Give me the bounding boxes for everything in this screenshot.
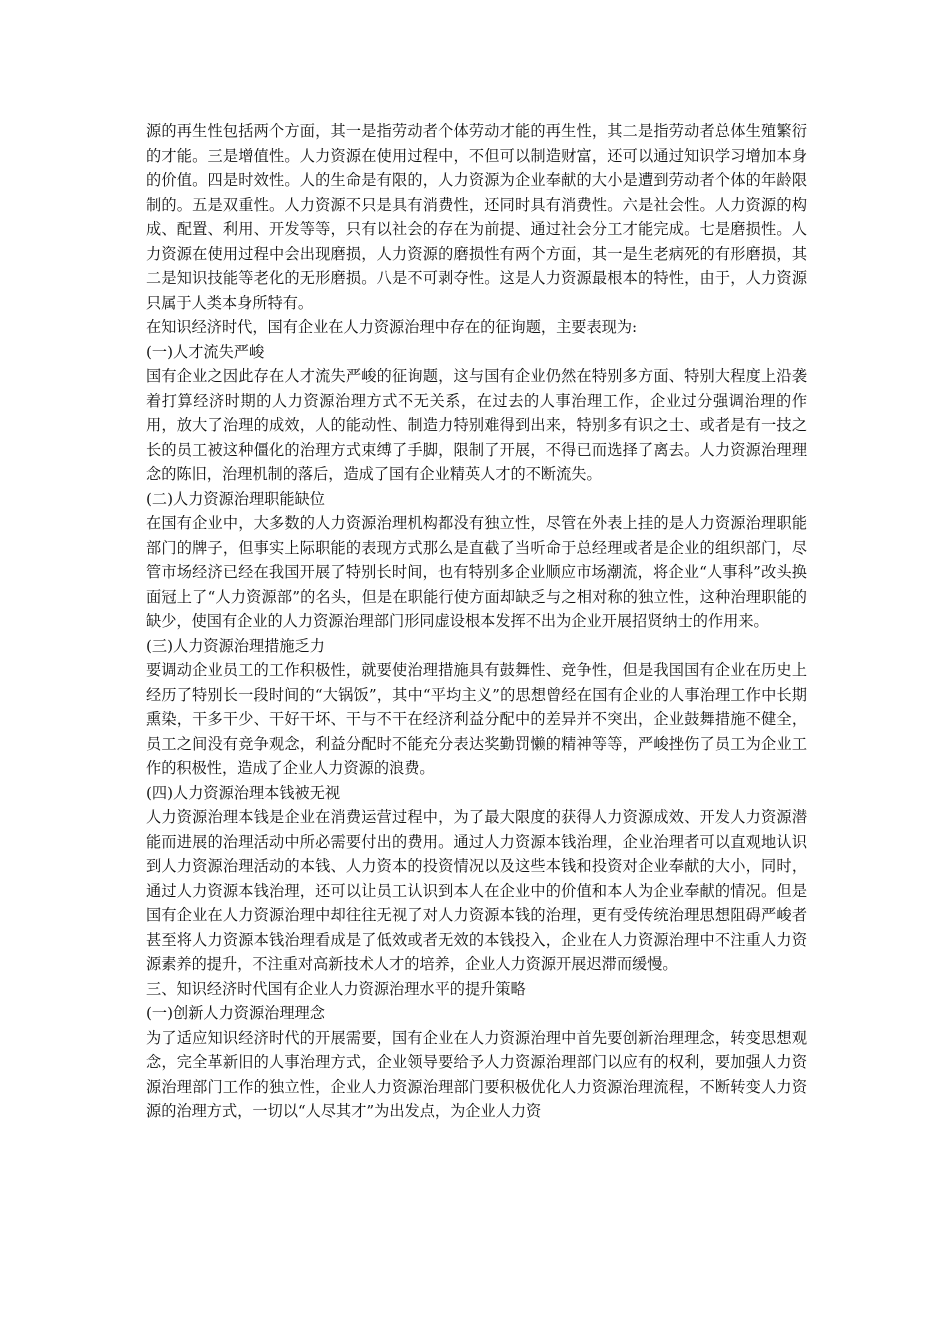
document-body — [146, 119, 807, 1124]
paragraph-innovate-concept: 为了适应知识经济时代的开展需要，国有企业在人力资源治理中首先要创新治理理念，转变思想观念，完全革新旧的人事治理方式，企业领导要给予人力资源治理部门以应有的权利，要加强人力资源治理部门工作的独立性，企业人力资源治理部门要积极优化人力资源治理流程，不断转变人力资源的治理方式，一切以“人尽其才”为出发点，为企业人力资 — [146, 1028, 807, 1120]
heading-section-three: 三、知识经济时代国有企业人力资源治理水平的提升策略 — [146, 979, 526, 998]
heading-weak-measures: (三)人力资源治理措施乏力 — [146, 636, 325, 655]
paragraph-cost-ignored: 人力资源治理本钱是企业在消费运营过程中，为了最大限度的获得人力资源成效、开发人力资源潜能而进展的治理活动中所必需要付出的费用。通过人力资源本钱治理，企业治理者可以直观地认识到人力资源治理活动的本钱、人力资本的投资情况以及这些本钱和投资对企业奉献的大小，同时，通过人力资源本钱治理，还可以让员工认识到本人在企业中的价值和本人为企业奉献的情况。但是国有企业在人力资源治理中却往往无视了对人力资源本钱的治理，更有受传统治理思想阻碍严峻者甚至将人力资源本钱治理看成是了低效或者无效的本钱投入，企业在人力资源治理中不注重人力资源素养的提升，不注重对高新技术人才的培养，企业人力资源开展迟滞而缓慢。 — [146, 808, 807, 973]
paragraph-weak-measures: 要调动企业员工的工作积极性，就要使治理措施具有鼓舞性、竞争性，但是我国国有企业在历史上经历了特别长一段时间的“大锅饭”，其中“平均主义”的思想曾经在国有企业的人事治理工作中长期熏染，干多干少、干好干坏、干与不干在经济利益分配中的差异并不突出，企业鼓舞措施不健全，员工之间没有竞争观念，利益分配时不能充分表达奖勤罚懒的精神等等，严峻挫伤了员工为企业工作的积极性，造成了企业人力资源的浪费。 — [146, 661, 807, 777]
heading-talent-loss: (一)人才流失严峻 — [146, 342, 265, 361]
heading-function-absence: (二)人力资源治理职能缺位 — [146, 489, 325, 508]
heading-cost-ignored: (四)人力资源治理本钱被无视 — [146, 783, 341, 802]
paragraph-function-absence: 在国有企业中，大多数的人力资源治理机构都没有独立性，尽管在外表上挂的是人力资源治理职能部门的牌子，但事实上际职能的表现方式那么是直截了当听命于总经理或者是企业的组织部门，尽管市场经济已经在我国开展了特别长时间，也有特别多企业顺应市场潮流，将企业“人事科”改头换面冠上了“人力资源部”的名头，但是在职能行使方面却缺乏与之相对称的独立性，这种治理职能的缺少，使国有企业的人力资源治理部门形同虚设根本发挥不出为企业开展招贤纳士的作用来。 — [146, 514, 807, 630]
paragraph-talent-loss: 国有企业之因此存在人才流失严峻的征询题，这与国有企业仍然在特别多方面、特别大程度上沿袭着打算经济时期的人力资源治理方式不无关系，在过去的人事治理工作，企业过分强调治理的作用，放大了治理的成效，人的能动性、制造力特别难得到出来，特别多有识之士、或者是有一技之长的员工被这种僵化的治理方式束缚了手脚，限制了开展，不得已而选择了离去。人力资源治理理念的陈旧，治理机制的落后，造成了国有企业精英人才的不断流失。 — [146, 367, 807, 483]
paragraph-problems-intro: 在知识经济时代，国有企业在人力资源治理中存在的征询题，主要表现为: — [146, 318, 638, 336]
paragraph-resource-traits: 源的再生性包括两个方面，其一是指劳动者个体劳动才能的再生性，其二是指劳动者总体生殖繁衍的才能。三是增值性。人力资源在使用过程中，不但可以制造财富，还可以通过知识学习增加本身的价值。四是时效性。人的生命是有限的，人力资源为企业奉献的大小是遭到劳动者个体的年龄限制的。五是双重性。人力资源不只是具有消费性，还同时具有消费性。六是社会性。人力资源的构成、配置、利用、开发等等，只有以社会的存在为前提、通过社会分工才能完成。七是磨损性。人力资源在使用过程中会出现磨损，人力资源的磨损性有两个方面，其一是生老病死的有形磨损，其二是知识技能等老化的无形磨损。八是不可剥夺性。这是人力资源最根本的特性，由于，人力资源只属于人类本身所特有。 — [146, 122, 807, 312]
heading-innovate-concept: (一)创新人力资源治理理念 — [146, 1004, 325, 1022]
